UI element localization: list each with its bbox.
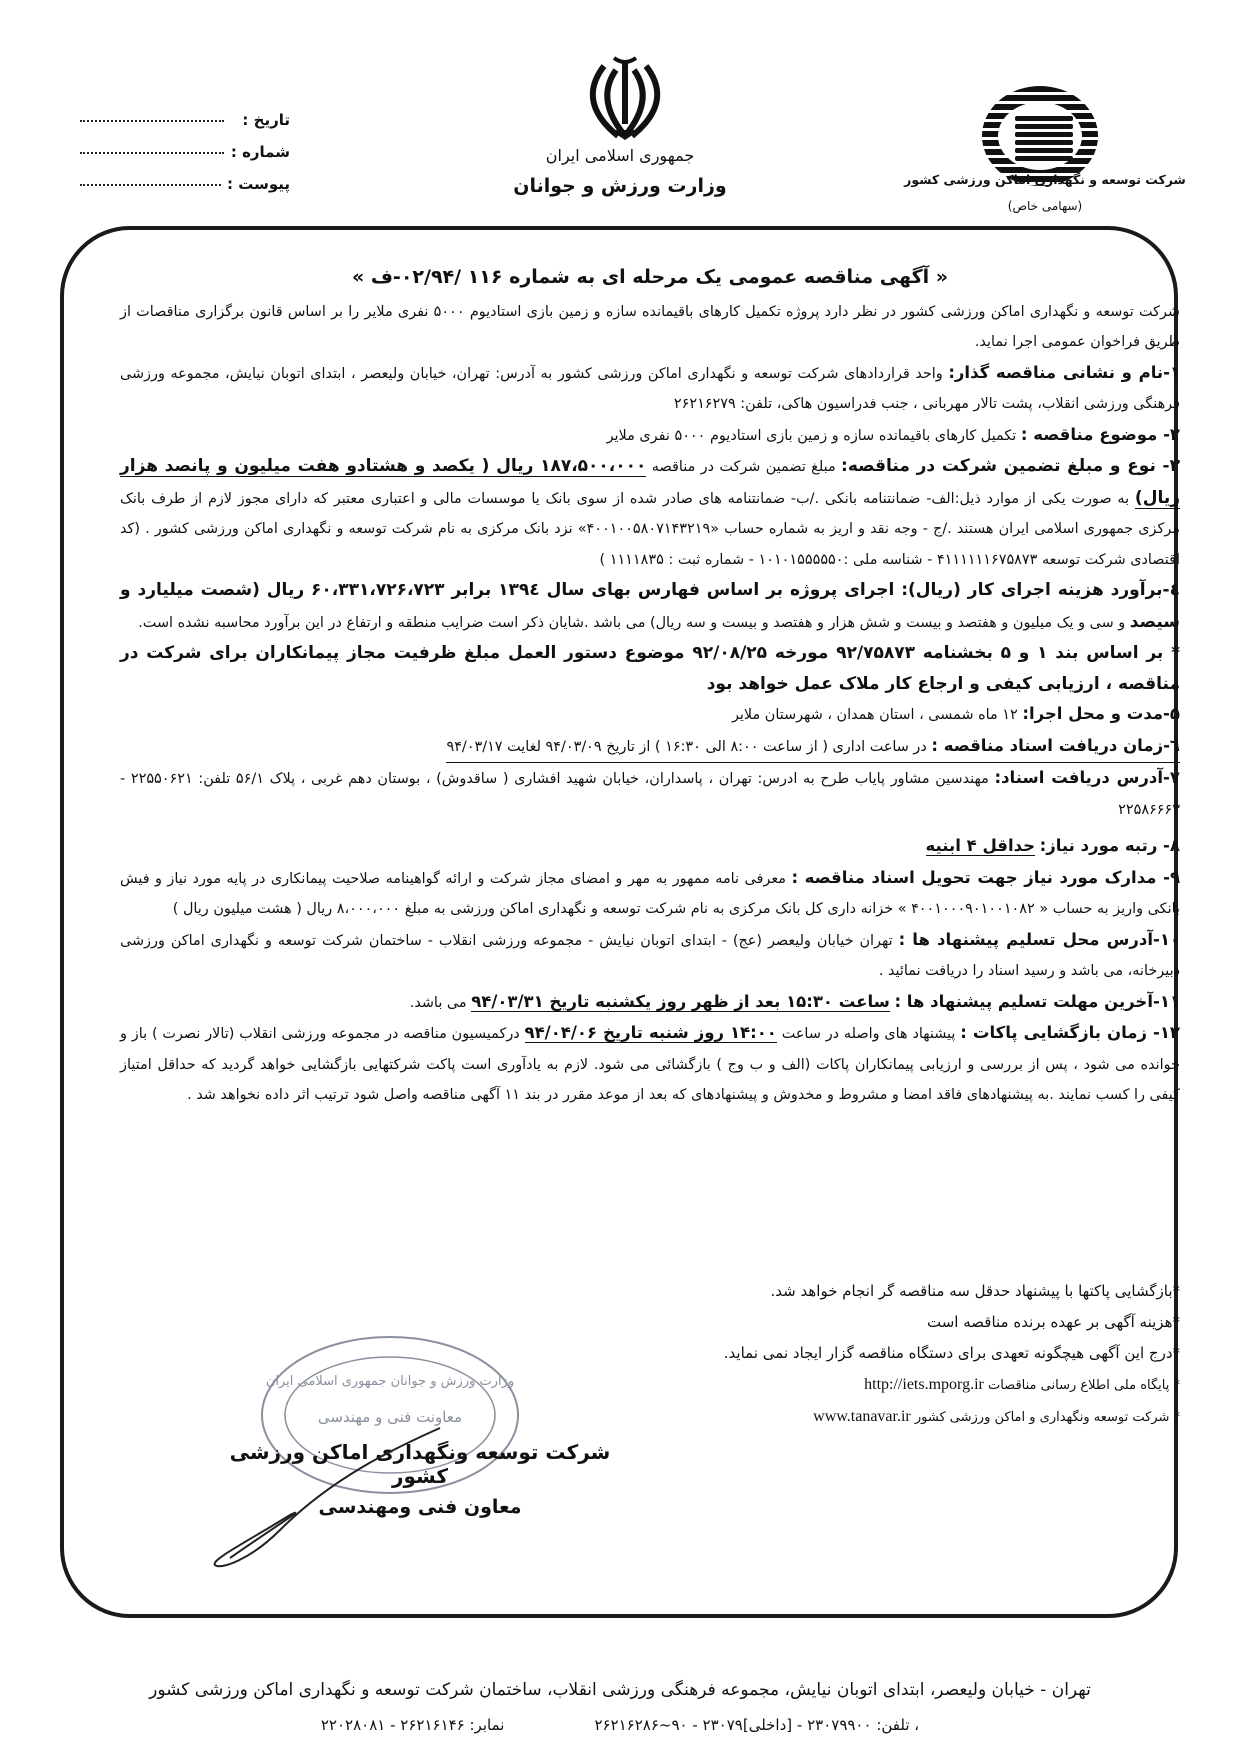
opening-time: ۱۴:۰۰ روز شنبه تاریخ ۹۴/۰۴/۰۶ xyxy=(524,1023,777,1042)
logo-stripe xyxy=(975,95,1105,101)
item-2-body: تکمیل کارهای باقیمانده سازه و زمین بازی استادیوم ۵۰۰۰ نفری ملایر xyxy=(606,427,1017,444)
ministry-name: وزارت ورزش و جوانان xyxy=(513,175,727,197)
item-8-heading: ۸- رتبه مورد نیاز: xyxy=(1039,836,1180,855)
link-item xyxy=(640,1401,1180,1433)
item-9-heading: ۹- مدارک مورد نیاز جهت تحویل اسناد مناقصه : xyxy=(791,867,1181,887)
note-item: *بازگشایی پاکتها با پیشنهاد حدقل سه مناقصه گر انجام خواهد شد. xyxy=(770,1282,1180,1300)
item-5-body: ۱۲ ماه شمسی ، استان همدان ، شهرستان ملایر xyxy=(731,707,1018,723)
item-3-heading: ۳- نوع و مبلغ تضمین شرکت در مناقصه: xyxy=(841,456,1180,476)
letter-footer xyxy=(60,1680,1180,1734)
item-9 xyxy=(120,863,1180,925)
item-12-heading: ۱۲- زمان بازگشایی پاکات : xyxy=(960,1023,1181,1042)
notice-body xyxy=(120,262,1180,1111)
attachment-field xyxy=(80,168,290,200)
item-6-body: در ساعت اداری ( از ساعت ۸:۰۰ الی ۱۶:۳۰ ) از تاریخ ۹۴/۰۳/۰۹ لغایت ۹۴/۰۳/۱۷ xyxy=(446,738,927,755)
logo-inner-stripe xyxy=(1015,116,1073,121)
guarantee-amount: ۱۸۷،۵۰۰،۰۰۰ ریال ( یکصد و هشتادو هفت میلیون و پانصد هزار ریال) xyxy=(120,456,1180,508)
item-3 xyxy=(120,451,1180,575)
logo-stripe xyxy=(975,86,1105,92)
item-11 xyxy=(120,987,1180,1019)
item-5-heading: ۵-مدت و محل اجرا: xyxy=(1022,704,1180,723)
company-name: شرکت توسعه و نگهداری اماکن ورزشی کشور xyxy=(904,172,1186,187)
footer-address: تهران - خیابان ولیعصر، ابتدای اتوبان نیایش، مجموعه فرهنگی ورزشی انقلاب، ساختمان شرکت توسعه و نگهداری اماکن ورزشی کشور xyxy=(149,1680,1091,1700)
number-label: شماره : xyxy=(230,143,290,161)
logo-inner-stripe xyxy=(1015,132,1073,137)
footer-fax: نمابر: ۲۶۲۱۶۱۴۶ - ۲۲۰۲۸۰۸۱ xyxy=(320,1716,505,1734)
item-1-heading: ۱-نام و نشانی مناقصه گذار: xyxy=(948,362,1181,382)
number-field xyxy=(80,136,290,168)
item-10-heading: ۱۰-آدرس محل تسلیم پیشنهاد ها : xyxy=(898,929,1181,949)
notice-notes xyxy=(640,1276,1180,1433)
item-4 xyxy=(120,575,1180,638)
item-6-heading: ٦-زمان دریافت اسناد مناقصه : xyxy=(931,735,1180,755)
item-3-body-pre: مبلغ تضمین شرکت در مناقصه xyxy=(646,459,836,475)
signatory-title: معاون فنی ومهندسی xyxy=(318,1496,522,1518)
item-2 xyxy=(120,420,1180,452)
iran-emblem-icon xyxy=(580,52,670,142)
item-6 xyxy=(446,731,1180,764)
company-heading xyxy=(880,172,1210,213)
stamp-text-mid: معاونت فنی و مهندسی xyxy=(317,1408,463,1426)
item-8-body: حداقل ۴ ابنیه xyxy=(925,836,1036,855)
item-7-body: مهندسین مشاور پایاب طرح به ادرس: تهران ، پاسداران، خیابان شهید افشاری ( ساقدوش) ، بوستان دهم غربی ، پلاک ۵۶/۱ تلفن: ۲۲۵۵۰۶۲۱ - ۲۲۵۸۶۶۶۳ xyxy=(120,771,1180,818)
letter-meta-fields xyxy=(80,104,290,200)
footer-phone: ، تلفن: ۲۳۰۷۹۹۰۰ - [داخلی]۲۳۰۷۹ - ۹۰~۲۶۲۱۶۲۸۶ xyxy=(594,1716,920,1734)
logo-inner-stripe xyxy=(1015,124,1073,129)
number-blank xyxy=(80,146,224,154)
link-item xyxy=(640,1369,1180,1401)
item-10-body: تهران خیابان ولیعصر (عج) - ابتدای اتوبان نیایش - مجموعه ورزشی انقلاب - ساختمان شرکت توسعه و نگهداری اماکن ورزشی دبیرخانه، می باشد و رسید اسناد را دریافت نمائید . xyxy=(120,932,1180,979)
item-10 xyxy=(120,925,1180,987)
item-4-body: و سی و یک میلیون و هفتصد و بیست و شش هزار و هفتصد و بیست و سه ریال) می باشد .شایان ذکر است ضرایب منطقه و ارتفاع در این برآورد محاسبه نشده است. xyxy=(138,614,1126,631)
item-7 xyxy=(120,763,1180,825)
logo-inner-stripe xyxy=(1015,156,1073,161)
note-item: *هزینه آگهی بر عهده برنده مناقصه است xyxy=(927,1313,1180,1331)
item-2-heading: ۲- موضوع مناقصه : xyxy=(1020,424,1180,444)
company-type: (سهامی خاص) xyxy=(1007,199,1083,213)
logo-inner-stripe xyxy=(1015,148,1073,153)
item-8 xyxy=(120,831,1180,863)
attachment-blank xyxy=(80,178,221,186)
government-heading xyxy=(440,146,800,197)
stamp-text-top: وزارت ورزش و جوانان جمهوری اسلامی ایران xyxy=(265,1374,515,1389)
date-field xyxy=(80,104,290,136)
notice-title: « آگهی مناقصه عمومی یک مرحله ای به شماره ۱۱۶ /۰۲/۹۴-ف » xyxy=(351,266,949,288)
date-blank xyxy=(80,114,224,122)
country-name: جمهوری اسلامی ایران xyxy=(545,146,695,165)
date-label: تاریخ : xyxy=(242,111,290,129)
circular-note: * بر اساس بند ۱ و ۵ بخشنامه ۹۲/۷۵۸۷۳ مورخه ۹۲/۰۸/۲۵ موضوع دستور العمل مبلغ ظرفیت مجاز پیمانکاران برای شرکت در مناقصه ، ارزیابی کیفی و ارجاع کار ملاک عمل خواهد بود xyxy=(120,643,1180,694)
item-11-heading: ۱۱-آخرین مهلت تسلیم پیشنهاد ها : xyxy=(894,991,1180,1011)
note-item: *درج این آگهی هیچگونه تعهدی برای دستگاه مناقصه گزار ایجاد نمی نماید. xyxy=(723,1344,1180,1362)
link-label: * شرکت توسعه ونگهداری و اماکن ورزشی کشور xyxy=(914,1410,1180,1425)
item-9-body: معرفی نامه ممهور به مهر و امضای مجاز شرکت و ارائه گواهینامه صلاحیت پیمانکاری در پایه مورد نیاز و فیش بانکی واریز به حساب « ۴۰۰۱۰۰۰۹۰۱۰۰۱۰۸۲ » خزانه داری کل بانک مرکزی به نام شرکت توسعه و نگهداری اماکن ورزشی به مبلغ ۸،۰۰۰،۰۰۰ ریال ( هشت میلیون ریال ) xyxy=(120,870,1180,917)
signatory-organization: شرکت توسعه ونگهداری اماکن ورزشی کشور xyxy=(229,1440,611,1488)
item-3-body-post: به صورت یکی از موارد ذیل:الف- ضمانتنامه بانکی ./ب- ضمانتنامه های صادر شده از سوی بانک یا موسسات مالی و اعتباری معتبر که دارای مجوز لازم از طرف بانک مرکزی جمهوری اسلامی ایران هستند ./ج - وجه نقد و اریز به شماره حساب «۴۰۰۱۰۰۵۸۰۷۱۴۳۲۱۹» نزد بانک مرکزی به نام شرکت توسعه و نگهداری اماکن ورزشی کشور . (کد اقتصادی شرکت توسعه ۴۱۱۱۱۱۱۶۷۵۸۷۳ - شناسه ملی :۱۰۱۰۱۵۵۵۵۵۰ - شماره ثبت : ۱۱۱۱۸۳۵ ) xyxy=(120,490,1180,568)
item-11-tail: می باشد. xyxy=(409,994,467,1011)
handwritten-signature-icon xyxy=(210,1420,450,1570)
item-5 xyxy=(120,699,1180,731)
link-label: * پایگاه ملی اطلاع رسانی مناقصات xyxy=(987,1378,1180,1393)
attachment-label: پیوست : xyxy=(226,175,290,193)
item-1-body: واحد قراردادهای شرکت توسعه و نگهداری اماکن ورزشی کشور به آدرس: تهران، خیابان ولیعصر ، ابتدای اتوبان نیایش، مجموعه ورزشی فرهنگی ورزشی انقلاب، پشت تالار مهربانی ، جنب فدراسیون هاکی، تلفن: ۲۶۲۱۶۲۷۹ xyxy=(120,365,1180,412)
item-4-heading: ٤-برآورد هزینه اجرای کار (ریال): اجرای پروژه بر اساس فهارس بهای سال ۱۳۹٤ برابر ۶۰،۳۳۱،۷۲۶،۷۲۳ ریال (شصت میلیارد و سیصد xyxy=(120,580,1180,632)
tanavar-link[interactable]: www.tanavar.ir xyxy=(813,1408,911,1425)
notice-intro: شرکت توسعه و نگهداری اماکن ورزشی کشور در نظر دارد پروژه تکمیل کارهای باقیمانده سازه و زمین بازی استادیوم ۵۰۰۰ نفری ملایر را بر اساس قانون برگزاری مناقصات از طریق فراخوان عمومی اجرا نماید. xyxy=(120,303,1180,350)
item-12-body-pre: پیشنهاد های واصله در ساعت xyxy=(776,1026,956,1042)
footer-contacts xyxy=(60,1716,1180,1734)
item-7-heading: ۷-آدرس دریافت اسناد: xyxy=(994,768,1180,787)
submission-deadline: ساعت ۱۵:۳۰ بعد از ظهر روز یکشنبه تاریخ ۹۴/۰۳/۳۱ xyxy=(471,991,890,1011)
iets-link[interactable]: http://iets.mporg.ir xyxy=(864,1376,984,1393)
item-1 xyxy=(120,358,1180,420)
item-12 xyxy=(120,1018,1180,1111)
logo-inner-stripe xyxy=(1015,140,1073,145)
item-12-body-post: درکمیسیون مناقصه در مجموعه ورزشی انقلاب (تالار نصرت ) باز و خوانده می شود ، پس از بررسی و ارزیابی پیمانکاران پاکات (الف و ب وج ) بازگشائی می شود. لازم به یادآوری است پاکت شرکتهایی بازگشایی خواهد گردید که حداقل امتیاز کیفی را کسب نمایند .به پیشنهادهای فاقد امضا و مشروط و مخدوش و پیشنهادهای که بعد از موعد مقرر در بند ۱۱ آگهی مناقصه واصل شود ترتیب اثر داده نخواهد شد . xyxy=(120,1026,1180,1103)
